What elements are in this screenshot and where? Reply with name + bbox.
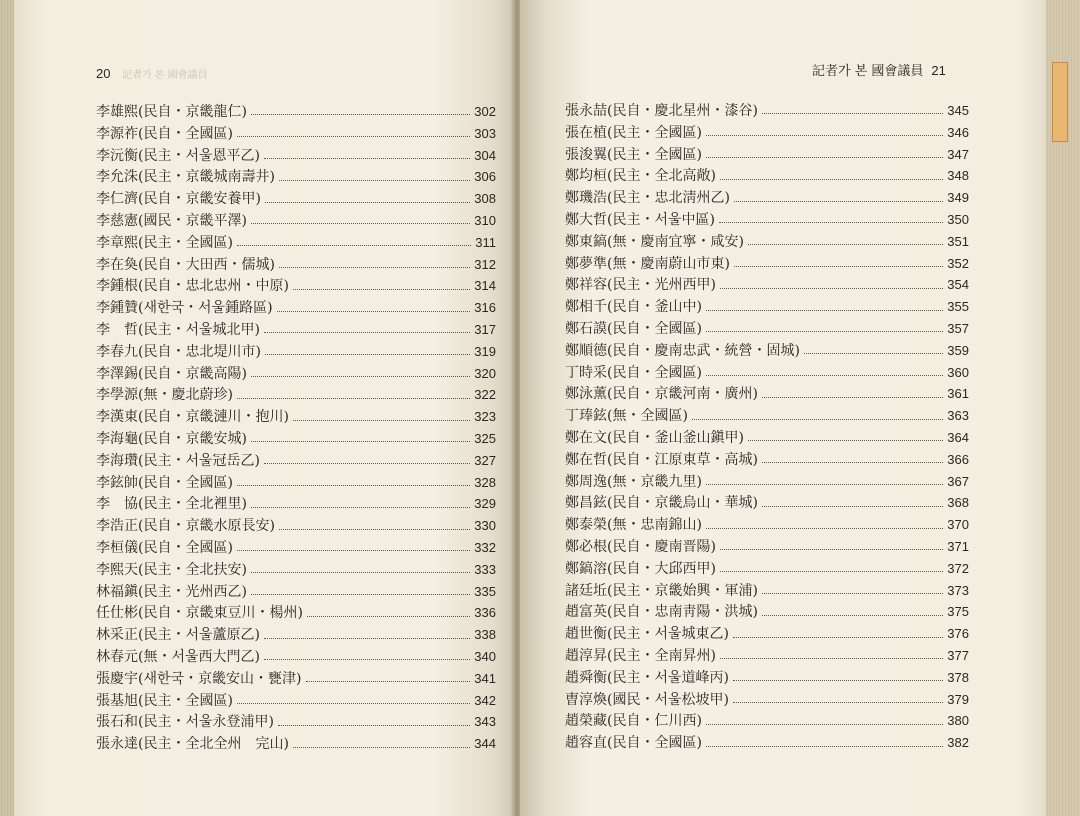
entry-name: 鄭在文(民自・釜山釜山鎭甲) <box>565 429 744 446</box>
dot-leader <box>720 179 943 180</box>
entry-name: 李春九(民自・忠北堤川市) <box>96 343 261 360</box>
entry-name: 李在奐(民自・大田西・儒城) <box>96 256 275 273</box>
index-entry <box>565 689 969 711</box>
index-entry <box>96 602 496 624</box>
index-entry <box>96 210 496 232</box>
dot-leader <box>733 702 943 703</box>
entry-name: 鄭夢準(無・慶南蔚山市東) <box>565 255 730 272</box>
entry-page-number: 367 <box>947 473 969 489</box>
entry-name: 鄭璣浩(民主・忠北淸州乙) <box>565 190 730 207</box>
entry-page-number: 336 <box>474 605 496 621</box>
left-faded-header: 記者가 본 國會議員 <box>122 70 208 81</box>
entry-name: 鄭周逸(無・京畿九里) <box>565 473 702 490</box>
entry-name: 林春元(無・서울西大門乙) <box>96 648 260 665</box>
dot-leader <box>264 638 470 639</box>
dot-leader <box>706 331 943 332</box>
right-index-list <box>565 100 969 754</box>
entry-page-number: 346 <box>947 124 969 140</box>
dot-leader <box>251 223 470 224</box>
dot-leader <box>251 114 470 115</box>
bookmark-tab <box>1052 62 1068 142</box>
index-entry <box>96 363 496 385</box>
entry-name: 鄭大哲(民主・서울中區) <box>565 211 715 228</box>
entry-name: 鄭相千(民自・釜山中) <box>565 299 702 316</box>
left-index-list <box>96 101 496 755</box>
entry-page-number: 349 <box>947 190 969 206</box>
dot-leader <box>706 724 943 725</box>
dot-leader <box>762 113 943 114</box>
index-entry <box>96 254 496 276</box>
entry-page-number: 310 <box>474 212 496 228</box>
dot-leader <box>251 376 470 377</box>
index-entry <box>96 123 496 145</box>
dot-leader <box>279 529 470 530</box>
entry-name: 李沅衡(民主・서울恩平乙) <box>96 147 260 164</box>
index-entry <box>96 341 496 363</box>
dot-leader <box>748 440 943 441</box>
entry-name: 鄭泰榮(無・忠南錦山) <box>565 517 702 534</box>
entry-page-number: 302 <box>474 104 496 119</box>
index-entry <box>96 624 496 646</box>
entry-name: 趙世衡(民主・서울城東乙) <box>565 626 729 643</box>
entry-name: 張永達(民主・全北全州 完山) <box>96 736 289 753</box>
entry-page-number: 342 <box>474 692 496 708</box>
index-entry <box>96 559 496 581</box>
dot-leader <box>706 746 943 747</box>
dot-leader <box>762 397 943 398</box>
dot-leader <box>804 353 943 354</box>
dot-leader <box>733 680 943 681</box>
index-entry <box>565 558 969 580</box>
entry-name: 李鉉帥(民自・全國區) <box>96 474 233 491</box>
entry-page-number: 347 <box>947 146 969 162</box>
entry-page-number: 319 <box>474 343 496 359</box>
dot-leader <box>692 419 943 420</box>
entry-name: 鄭祥容(民主・光州西甲) <box>565 277 716 294</box>
dot-leader <box>237 485 470 486</box>
index-entry <box>565 187 969 209</box>
entry-name: 鄭必根(民自・慶南晋陽) <box>565 538 716 555</box>
dot-leader <box>265 202 470 203</box>
entry-page-number: 355 <box>947 299 969 315</box>
dot-leader <box>293 289 470 290</box>
dot-leader <box>720 549 943 550</box>
dot-leader <box>251 572 470 573</box>
dot-leader <box>720 571 943 572</box>
index-entry <box>96 581 496 603</box>
dot-leader <box>734 266 943 267</box>
index-entry <box>565 274 969 296</box>
entry-name: 鄭在哲(民自・江原東草・高城) <box>565 451 758 468</box>
index-entry <box>96 275 496 297</box>
dot-leader <box>237 398 470 399</box>
entry-page-number: 345 <box>947 103 969 118</box>
index-entry <box>565 471 969 493</box>
entry-name: 李學源(無・慶北蔚珍) <box>96 387 233 404</box>
index-entry <box>565 340 969 362</box>
index-entry <box>96 406 496 428</box>
dot-leader <box>293 420 470 421</box>
entry-name: 鄭泳薰(民自・京畿河南・廣州) <box>565 386 758 403</box>
index-entry <box>565 231 969 253</box>
entry-page-number: 320 <box>474 365 496 381</box>
entry-page-number: 348 <box>947 168 969 184</box>
index-entry <box>565 427 969 449</box>
index-entry <box>96 515 496 537</box>
index-entry <box>565 710 969 732</box>
index-entry <box>565 580 969 602</box>
entry-name: 丁琫鉉(無・全國區) <box>565 408 688 425</box>
dot-leader <box>706 484 943 485</box>
index-entry <box>96 450 496 472</box>
entry-name: 李鍾贊(새한국・서울鍾路區) <box>96 300 273 317</box>
index-entry <box>96 537 496 559</box>
entry-name: 李海瓚(民主・서울冠岳乙) <box>96 452 260 469</box>
entry-name: 李仁濟(民自・京畿安養甲) <box>96 191 261 208</box>
index-entry <box>96 319 496 341</box>
index-entry <box>565 165 969 187</box>
entry-page-number: 361 <box>947 386 969 402</box>
entry-page-number: 328 <box>474 474 496 490</box>
dot-leader <box>277 311 471 312</box>
right-running-head <box>812 60 946 79</box>
index-entry <box>565 318 969 340</box>
dot-leader <box>306 681 471 682</box>
index-entry <box>96 428 496 450</box>
dot-leader <box>237 136 470 137</box>
entry-name: 李鍾根(民自・忠北忠州・中原) <box>96 278 289 295</box>
entry-name: 趙富英(民自・忠南靑陽・洪城) <box>565 604 758 621</box>
entry-page-number: 304 <box>474 147 496 163</box>
index-entry <box>96 297 496 319</box>
entry-page-number: 344 <box>474 736 496 752</box>
entry-page-number: 317 <box>474 321 496 337</box>
index-entry <box>96 232 496 254</box>
dot-leader <box>251 594 470 595</box>
entry-name: 張浚翼(民主・全國區) <box>565 146 702 163</box>
dot-leader <box>720 658 943 659</box>
entry-name: 李澤錫(民自・京畿高陽) <box>96 365 247 382</box>
index-entry <box>565 122 969 144</box>
entry-page-number: 312 <box>474 256 496 272</box>
left-page <box>14 0 514 816</box>
dot-leader <box>278 725 470 726</box>
entry-page-number: 308 <box>474 191 496 207</box>
dot-leader <box>251 507 470 508</box>
entry-name: 李源祚(民自・全國區) <box>96 125 233 142</box>
entry-name: 林采正(民主・서울蘆原乙) <box>96 627 260 644</box>
right-page <box>520 0 1050 816</box>
index-entry <box>565 514 969 536</box>
index-entry <box>565 492 969 514</box>
entry-page-number: 330 <box>474 518 496 534</box>
index-entry <box>96 145 496 167</box>
index-entry <box>565 383 969 405</box>
index-entry <box>565 645 969 667</box>
entry-page-number: 340 <box>474 648 496 664</box>
dot-leader <box>237 550 470 551</box>
entry-page-number: 380 <box>947 713 969 729</box>
entry-name: 趙舜衡(民主・서울道峰丙) <box>565 669 729 686</box>
index-entry <box>96 101 496 123</box>
entry-page-number: 335 <box>474 583 496 599</box>
entry-name: 曺淳煥(國民・서울松坡甲) <box>565 691 729 708</box>
dot-leader <box>293 747 470 748</box>
entry-page-number: 314 <box>474 278 496 294</box>
entry-page-number: 366 <box>947 451 969 467</box>
entry-name: 李漢東(民自・京畿漣川・抱川) <box>96 409 289 426</box>
index-entry <box>565 449 969 471</box>
entry-name: 李熙天(民主・全北扶安) <box>96 561 247 578</box>
entry-page-number: 363 <box>947 408 969 424</box>
dot-leader <box>719 222 943 223</box>
index-entry <box>565 144 969 166</box>
page-edges-left <box>0 0 14 816</box>
dot-leader <box>264 659 470 660</box>
entry-page-number: 333 <box>474 561 496 577</box>
index-entry <box>96 384 496 406</box>
entry-name: 鄭均桓(民主・全北高敞) <box>565 168 716 185</box>
running-head-title: 記者가 본 國會議員 <box>812 64 924 79</box>
index-entry <box>96 188 496 210</box>
entry-name: 任仕彬(民自・京畿東豆川・楊州) <box>96 605 303 622</box>
entry-name: 鄭石謨(民自・全國區) <box>565 320 702 337</box>
index-entry <box>96 493 496 515</box>
entry-name: 丁時采(民自・全國區) <box>565 364 702 381</box>
entry-name: 鄭東鎬(無・慶南宜寧・咸安) <box>565 233 744 250</box>
index-entry <box>96 646 496 668</box>
entry-name: 李浩正(民自・京畿水原長安) <box>96 518 275 535</box>
dot-leader <box>733 637 943 638</box>
index-entry <box>565 296 969 318</box>
entry-name: 諸廷坵(民主・京畿始興・軍浦) <box>565 582 758 599</box>
left-page-number: 20 <box>96 66 111 81</box>
entry-page-number: 382 <box>947 735 969 751</box>
dot-leader <box>706 135 943 136</box>
entry-name: 李桓儀(民自・全國區) <box>96 539 233 556</box>
entry-page-number: 323 <box>474 409 496 425</box>
entry-page-number: 325 <box>474 430 496 446</box>
index-entry <box>565 405 969 427</box>
entry-page-number: 316 <box>474 300 496 316</box>
dot-leader <box>264 463 470 464</box>
entry-page-number: 377 <box>947 647 969 663</box>
dot-leader <box>762 615 943 616</box>
dot-leader <box>264 158 470 159</box>
index-entry <box>565 623 969 645</box>
entry-name: 張在植(民主・全國區) <box>565 124 702 141</box>
index-entry <box>565 536 969 558</box>
entry-name: 李 協(民主・全北裡里) <box>96 496 247 513</box>
entry-page-number: 350 <box>947 211 969 227</box>
index-entry <box>96 472 496 494</box>
entry-page-number: 370 <box>947 517 969 533</box>
index-entry <box>565 601 969 623</box>
index-entry <box>96 166 496 188</box>
index-entry <box>96 690 496 712</box>
dot-leader <box>720 288 943 289</box>
entry-page-number: 322 <box>474 387 496 403</box>
dot-leader <box>237 703 470 704</box>
entry-page-number: 373 <box>947 582 969 598</box>
entry-page-number: 379 <box>947 691 969 707</box>
index-entry <box>565 253 969 275</box>
entry-page-number: 372 <box>947 560 969 576</box>
entry-name: 李海龜(民自・京畿安城) <box>96 430 247 447</box>
dot-leader <box>265 354 470 355</box>
entry-name: 趙榮藏(民自・仁川西) <box>565 713 702 730</box>
index-entry <box>565 732 969 754</box>
index-entry <box>565 362 969 384</box>
entry-page-number: 376 <box>947 626 969 642</box>
entry-page-number: 352 <box>947 255 969 271</box>
index-entry <box>565 100 969 122</box>
entry-name: 鄭鎬溶(民自・大邱西甲) <box>565 560 716 577</box>
entry-page-number: 368 <box>947 495 969 511</box>
index-entry <box>565 667 969 689</box>
entry-page-number: 343 <box>474 714 496 730</box>
entry-page-number: 311 <box>475 234 496 250</box>
entry-page-number: 371 <box>947 538 969 554</box>
entry-name: 張永喆(民自・慶北星州・漆谷) <box>565 103 758 119</box>
entry-page-number: 360 <box>947 364 969 380</box>
entry-page-number: 351 <box>947 233 969 249</box>
entry-name: 李允洙(民主・京畿城南壽井) <box>96 169 275 186</box>
entry-page-number: 327 <box>474 452 496 468</box>
dot-leader <box>279 267 470 268</box>
dot-leader <box>279 180 470 181</box>
right-page-number: 21 <box>931 63 946 78</box>
entry-name: 林福鎭(民主・光州西乙) <box>96 583 247 600</box>
dot-leader <box>307 616 470 617</box>
entry-page-number: 329 <box>474 496 496 512</box>
dot-leader <box>762 506 943 507</box>
entry-page-number: 332 <box>474 539 496 555</box>
dot-leader <box>264 332 470 333</box>
entry-name: 趙淳昇(民主・全南昇州) <box>565 647 716 664</box>
index-entry <box>96 668 496 690</box>
dot-leader <box>251 441 470 442</box>
dot-leader <box>748 244 943 245</box>
dot-leader <box>734 201 943 202</box>
index-entry <box>565 209 969 231</box>
entry-page-number: 359 <box>947 342 969 358</box>
entry-name: 李 哲(民主・서울城北甲) <box>96 321 260 338</box>
entry-name: 張基旭(民主・全國區) <box>96 692 233 709</box>
entry-name: 張石和(民主・서울永登浦甲) <box>96 714 274 731</box>
entry-page-number: 378 <box>947 669 969 685</box>
entry-page-number: 341 <box>474 670 496 686</box>
entry-name: 鄭昌鉉(民自・京畿烏山・華城) <box>565 495 758 512</box>
entry-page-number: 338 <box>474 627 496 643</box>
dot-leader <box>762 462 943 463</box>
entry-page-number: 303 <box>474 125 496 141</box>
dot-leader <box>237 245 471 246</box>
dot-leader <box>706 310 943 311</box>
entry-name: 李慈憲(國民・京畿平澤) <box>96 212 247 229</box>
entry-page-number: 306 <box>474 169 496 185</box>
index-entry <box>96 711 496 733</box>
entry-page-number: 357 <box>947 320 969 336</box>
dot-leader <box>706 528 943 529</box>
entry-page-number: 354 <box>947 277 969 293</box>
index-entry <box>96 733 496 755</box>
dot-leader <box>706 375 943 376</box>
dot-leader <box>762 593 943 594</box>
entry-name: 李章熙(民主・全國區) <box>96 234 233 251</box>
entry-name: 鄭順德(民自・慶南忠武・統營・固城) <box>565 342 800 359</box>
entry-name: 趙容直(民自・全國區) <box>565 735 702 752</box>
entry-page-number: 364 <box>947 429 969 445</box>
entry-name: 李雄熙(民自・京畿龍仁) <box>96 104 247 120</box>
entry-page-number: 375 <box>947 604 969 620</box>
entry-name: 張慶宇(새한국・京畿安山・甕津) <box>96 670 302 687</box>
dot-leader <box>706 157 943 158</box>
